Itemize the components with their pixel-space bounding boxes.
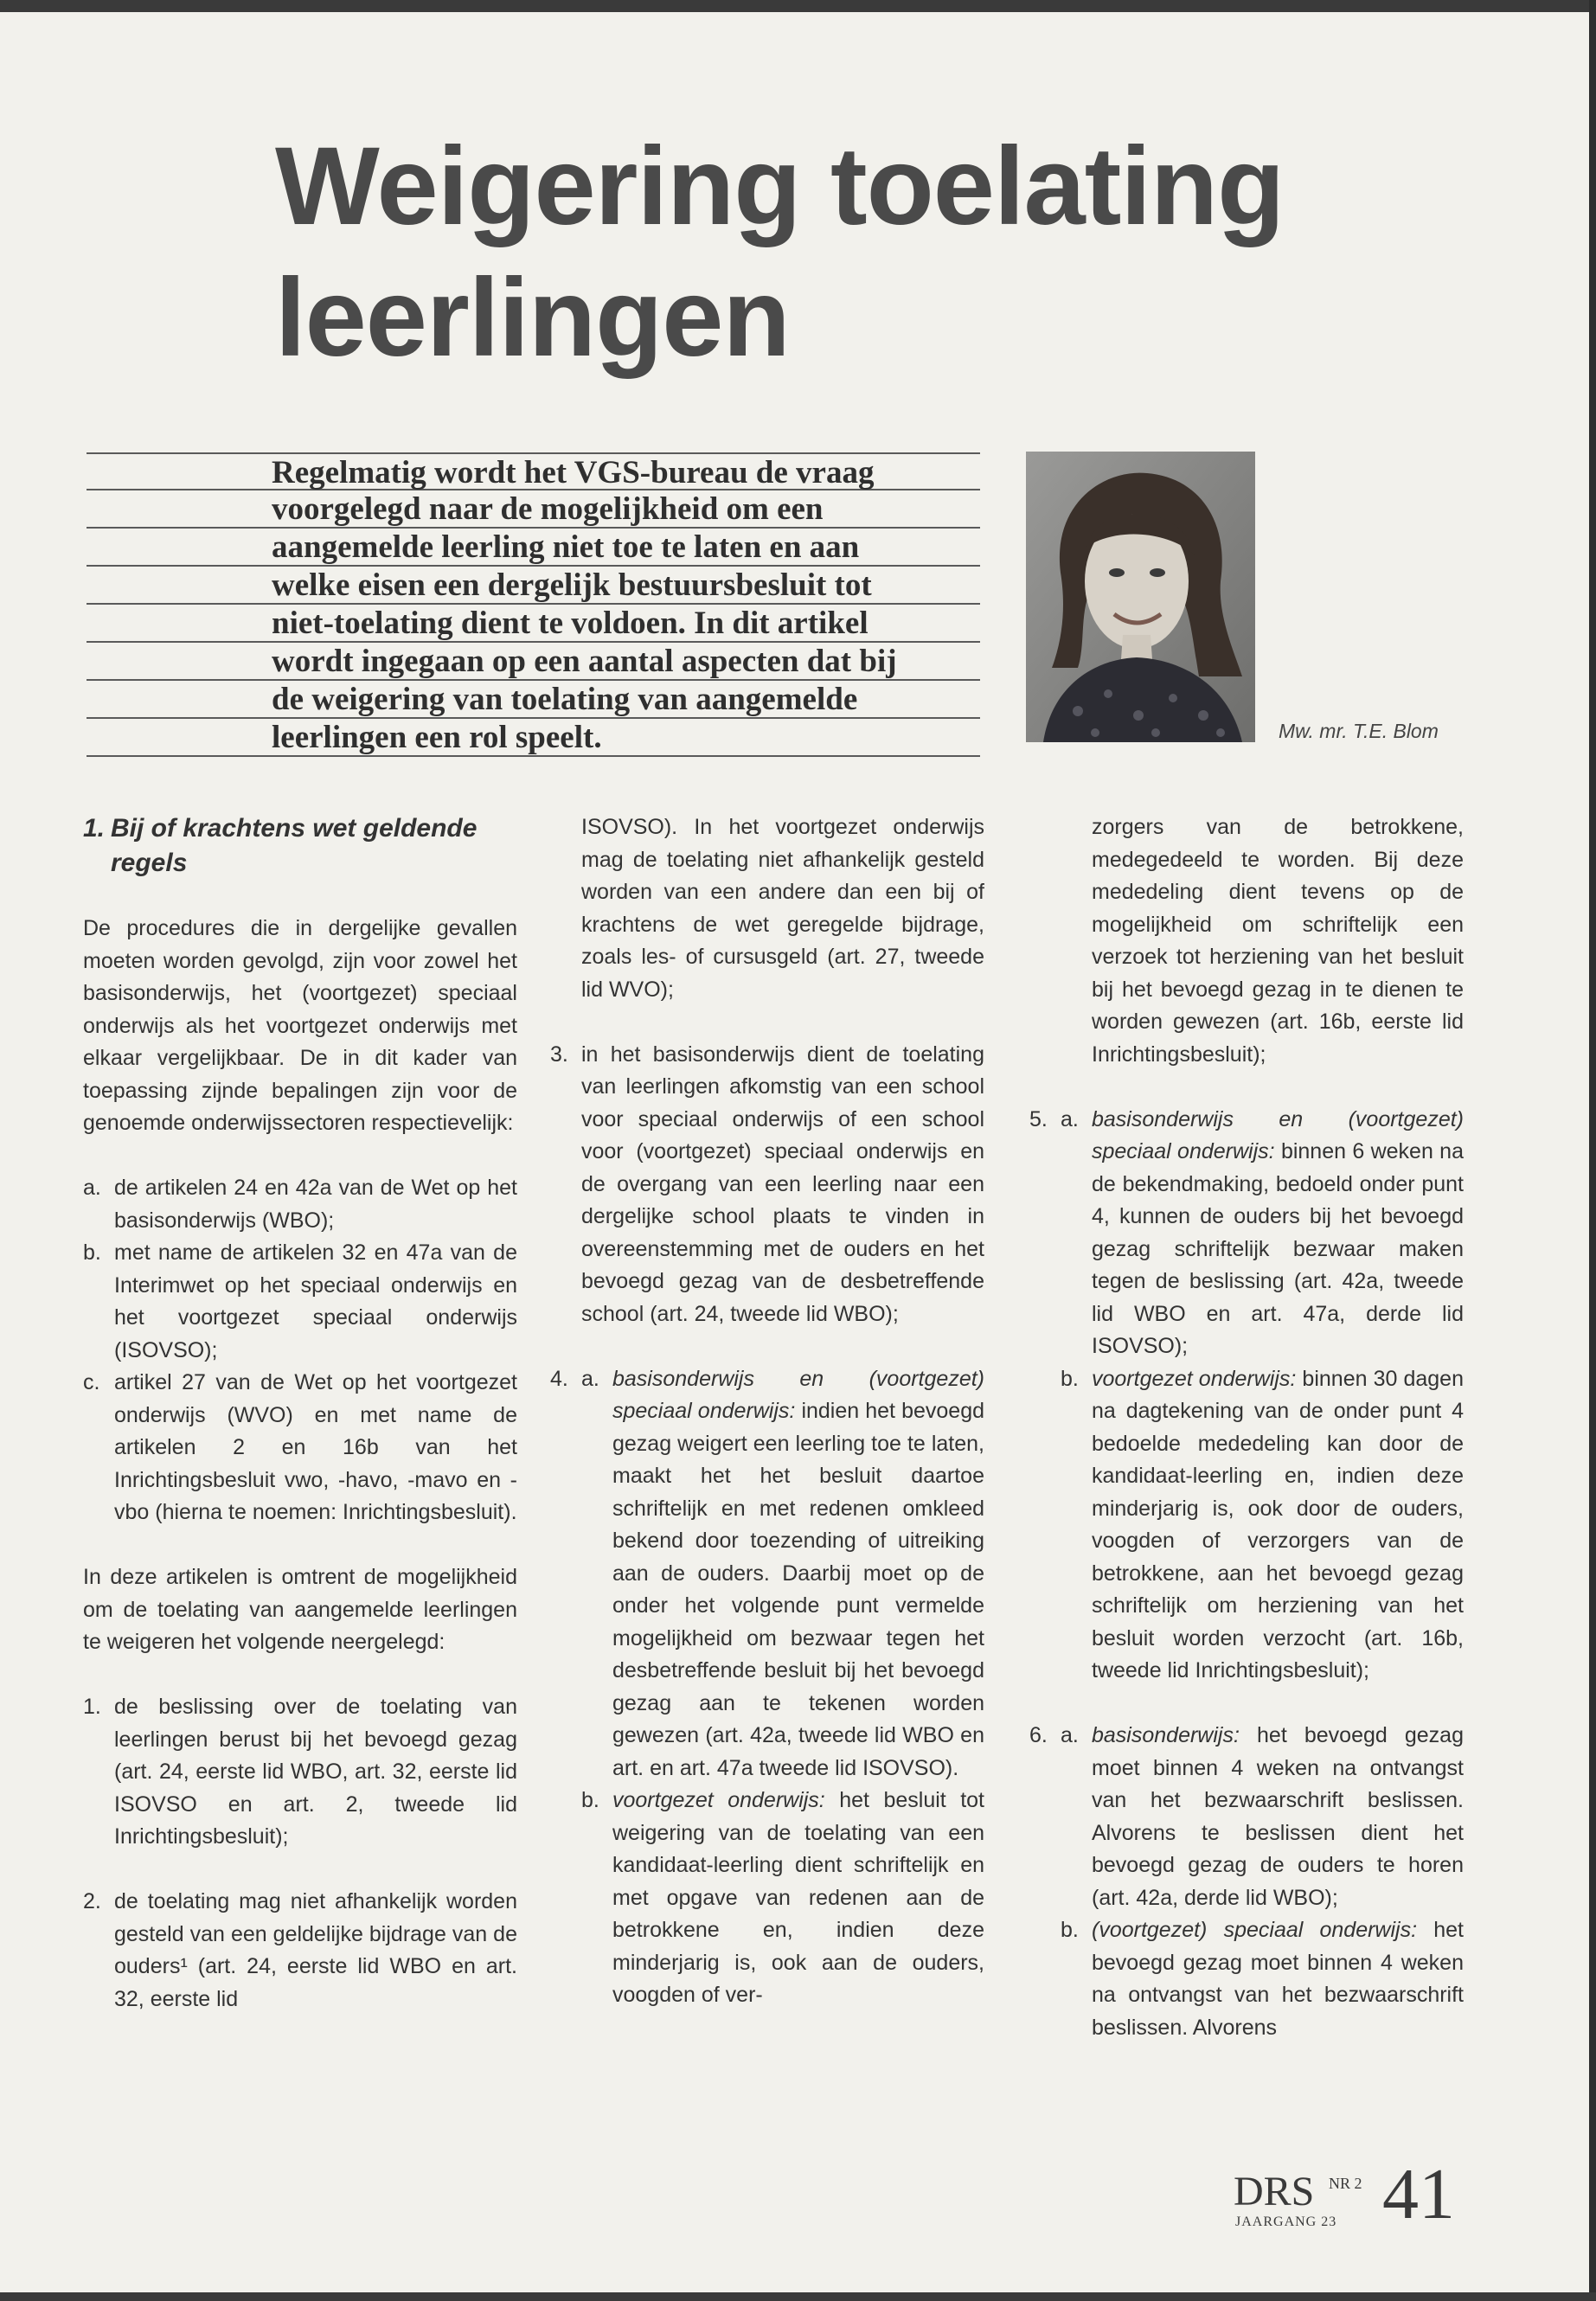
intro-line: wordt ingegaan op een aantal aspecten dat bij bbox=[87, 643, 980, 681]
item-continuation: ISOVSO). In het voortgezet onderwijs mag de toelating niet afhankelijk gesteld worden van een andere dan een bij of krachtens de wet geregelde bijdrage, zoals les- of cursusgeld (art. 27, tweede lid WVO); bbox=[581, 815, 984, 1002]
list-label: b. bbox=[83, 1240, 101, 1265]
page-edge-right bbox=[1589, 0, 1596, 2301]
intro-line: leerlingen een rol speelt. bbox=[87, 719, 980, 757]
item-text: de toelating mag niet afhankelijk worden gesteld van een geldelijke bijdrage van de ouders¹ (art. 24, eerste lid WBO en art. 32, eerste lid bbox=[114, 1889, 517, 2011]
sub-label: a. bbox=[1061, 1723, 1079, 1747]
page-footer bbox=[1234, 2154, 1458, 2240]
column-1 bbox=[83, 811, 517, 2016]
item-number: 2. bbox=[83, 1889, 101, 1913]
numbered-item bbox=[83, 1691, 517, 1854]
page-edge-bottom bbox=[0, 2292, 1596, 2301]
item-text: basisonderwijs en (voortgezet) speciaal onderwijs: binnen 6 weken na de bekendmaking, bedoeld onder punt 4, kunnen de ouders bij het bevoegd gezag schriftelijk bezwaar maken tegen de beslissing (art. 42a, tweede lid WBO en art. 47a, derde lid ISOVSO); bbox=[1092, 1106, 1464, 1358]
item-number: 4. bbox=[550, 1366, 568, 1391]
volume-label: JAARGANG 23 bbox=[1235, 2214, 1337, 2229]
item-continuation: zorgers van de betrokkene, medegedeeld te worden. Bij deze mededeling dient tevens op de mogelijkheid om schriftelijk een verzoek tot herziening van het besluit bij het bevoegd gezag in te dienen te worden gewezen (art. 16b, eerste lid Inrichtingsbesluit); bbox=[1092, 815, 1464, 1067]
intro-line: welke eisen een dergelijk bestuursbesluit tot bbox=[87, 567, 980, 605]
section-heading-line-1: Bij of krachtens wet geldende bbox=[111, 814, 478, 843]
issue-number: NR 2 bbox=[1329, 2175, 1362, 2192]
item-emphasis: (voortgezet) speciaal onderwijs: bbox=[1092, 1918, 1418, 1942]
sub-label: a. bbox=[1061, 1106, 1079, 1131]
item-text: voortgezet onderwijs: het besluit tot weigering van de toelating van een kandidaat-leerling dient schriftelijk en met opgave van redenen aan de betrokkene en, indien deze minderjarig is, ook aan de ouders, voogden of ver- bbox=[612, 1788, 984, 2007]
item-emphasis: voortgezet onderwijs: bbox=[1092, 1366, 1297, 1391]
intro-line: de weigering van toelating van aangemelde bbox=[87, 681, 980, 719]
item-number: 1. bbox=[83, 1695, 101, 1719]
author-portrait bbox=[1026, 452, 1255, 742]
item-emphasis: basisonderwijs: bbox=[1092, 1723, 1240, 1747]
numbered-item bbox=[83, 1886, 517, 2016]
sub-item bbox=[550, 1785, 984, 2012]
list-label: a. bbox=[83, 1176, 101, 1200]
item-text: de beslissing over de toelating van leerlingen berust bij het bevoegd gezag (art. 24, eerste lid WBO, art. 32, eerste lid ISOVSO en art. 2, tweede lid Inrichtingsbesluit); bbox=[114, 1695, 517, 1849]
sub-item bbox=[1029, 1363, 1464, 1688]
intro-line: aangemelde leerling niet toe te laten en aan bbox=[87, 529, 980, 567]
sub-item bbox=[1029, 1914, 1464, 2044]
sub-label: b. bbox=[1061, 1366, 1079, 1391]
item-emphasis: basisonderwijs en (voortgezet) speciaal onderwijs: bbox=[1092, 1106, 1464, 1163]
page-edge-top bbox=[0, 0, 1596, 12]
section-heading bbox=[83, 811, 517, 881]
section-heading-line-2: regels bbox=[111, 849, 188, 877]
intro-line: voorgelegd naar de mogelijkheid om een bbox=[87, 490, 980, 529]
page-number: 41 bbox=[1382, 2154, 1455, 2234]
list-text: met name de artikelen 32 en 47a van de Interimwet op het speciaal onderwijs en het voortgezet speciaal onderwijs (ISOVSO); bbox=[114, 1240, 517, 1362]
paragraph: In deze artikelen is omtrent de mogelijkheid om de toelating van aangemelde leerlingen te weigeren het volgende neergelegd: bbox=[83, 1565, 517, 1654]
numbered-item bbox=[1029, 1104, 1464, 1363]
section-number: 1. bbox=[83, 814, 106, 843]
numbered-item bbox=[550, 1363, 984, 1785]
magazine-name: DRS bbox=[1234, 2169, 1315, 2214]
list-text: artikel 27 van de Wet op het voortgezet onderwijs (WVO) en met name de artikelen 2 en 16b van het Inrichtingsbesluit vwo, -havo, -mavo en -vbo (hierna te noemen: Inrichtingsbesluit). bbox=[114, 1370, 517, 1524]
column-3 bbox=[1029, 811, 1464, 2044]
list-label: c. bbox=[83, 1370, 100, 1394]
item-emphasis: voortgezet onderwijs: bbox=[612, 1788, 825, 1812]
item-text: in het basisonderwijs dient de toelating van leerlingen afkomstig van een school voor speciaal onderwijs of een school voor (voortgezet) speciaal onderwijs en de overgang van een leerling naar een dergelijke school plaats te vinden in overeenstemming met de ouders en het bevoegd gezag van de desbetreffende school (art. 24, tweede lid WBO); bbox=[581, 1042, 984, 1326]
item-emphasis: basisonderwijs en (voortgezet) speciaal onderwijs: bbox=[612, 1366, 984, 1423]
item-number: 6. bbox=[1029, 1723, 1048, 1747]
sub-label: b. bbox=[581, 1788, 599, 1812]
column-2 bbox=[550, 811, 984, 2012]
list-text: de artikelen 24 en 42a van de Wet op het basisonderwijs (WBO); bbox=[114, 1176, 517, 1233]
list-item bbox=[83, 1172, 517, 1237]
numbered-item bbox=[550, 1039, 984, 1331]
item-text: voortgezet onderwijs: binnen 30 dagen na dagtekening van de onder punt 4 bedoelde mededeling kan door de kandidaat-leerling en, indien deze minderjarig is, ook door de ouders, voogden of verzorgers van de betrokkene, aan het bevoegd gezag schriftelijk om herziening van het besluit worden verzocht (art. 16b, tweede lid Inrichtingsbesluit); bbox=[1092, 1366, 1464, 1682]
item-text: basisonderwijs en (voortgezet) speciaal onderwijs: indien het bevoegd gezag weigert een leerling toe te laten, maakt het het besluit daartoe schriftelijk en met redenen omkleed bekend door toezending of uitreiking aan de ouders. Daarbij moet op de onder het volgende punt vermelde mogelijkheid om bezwaar tegen het desbetreffende besluit bij het bevoegd gezag aan te tekenen worden gewezen (art. 42a, tweede lid WBO en art. en art. 47a tweede lid ISOVSO). bbox=[612, 1366, 984, 1780]
title-line-1: Weigering toelating bbox=[275, 125, 1285, 248]
intro-lead bbox=[87, 452, 980, 757]
sub-label: a. bbox=[581, 1366, 599, 1391]
list-item bbox=[83, 1237, 517, 1367]
title-line-2: leerlingen bbox=[275, 256, 790, 380]
sub-label: b. bbox=[1061, 1918, 1079, 1942]
item-number: 5. bbox=[1029, 1106, 1048, 1131]
paragraph: De procedures die in dergelijke gevallen moeten worden gevolgd, zijn voor zowel het basisonderwijs, het (voortgezet) speciaal onderwijs als het voortgezet onderwijs met elkaar vergelijkbaar. De in dit kader van toepassing zijnde bepalingen zijn voor de genoemde onderwijssectoren respectievelijk: bbox=[83, 916, 517, 1135]
intro-line: Regelmatig wordt het VGS-bureau de vraag bbox=[87, 452, 980, 490]
item-text: basisonderwijs: het bevoegd gezag moet binnen 4 weken na ontvangst van het bezwaarschrift beslissen. Alvorens te beslissen dient het bevoegd gezag de ouders te horen (art. 42a, derde lid WBO); bbox=[1092, 1723, 1464, 1910]
numbered-item bbox=[1029, 1720, 1464, 1914]
photo-caption: Mw. mr. T.E. Blom bbox=[1279, 720, 1439, 742]
list-item bbox=[83, 1367, 517, 1529]
item-text: (voortgezet) speciaal onderwijs: het bevoegd gezag moet binnen 4 weken na ontvangst van het bezwaarschrift beslissen. Alvorens bbox=[1092, 1918, 1464, 2040]
article-title bbox=[275, 121, 1400, 384]
item-number: 3. bbox=[550, 1042, 568, 1067]
intro-line: niet-toelating dient te voldoen. In dit artikel bbox=[87, 605, 980, 643]
